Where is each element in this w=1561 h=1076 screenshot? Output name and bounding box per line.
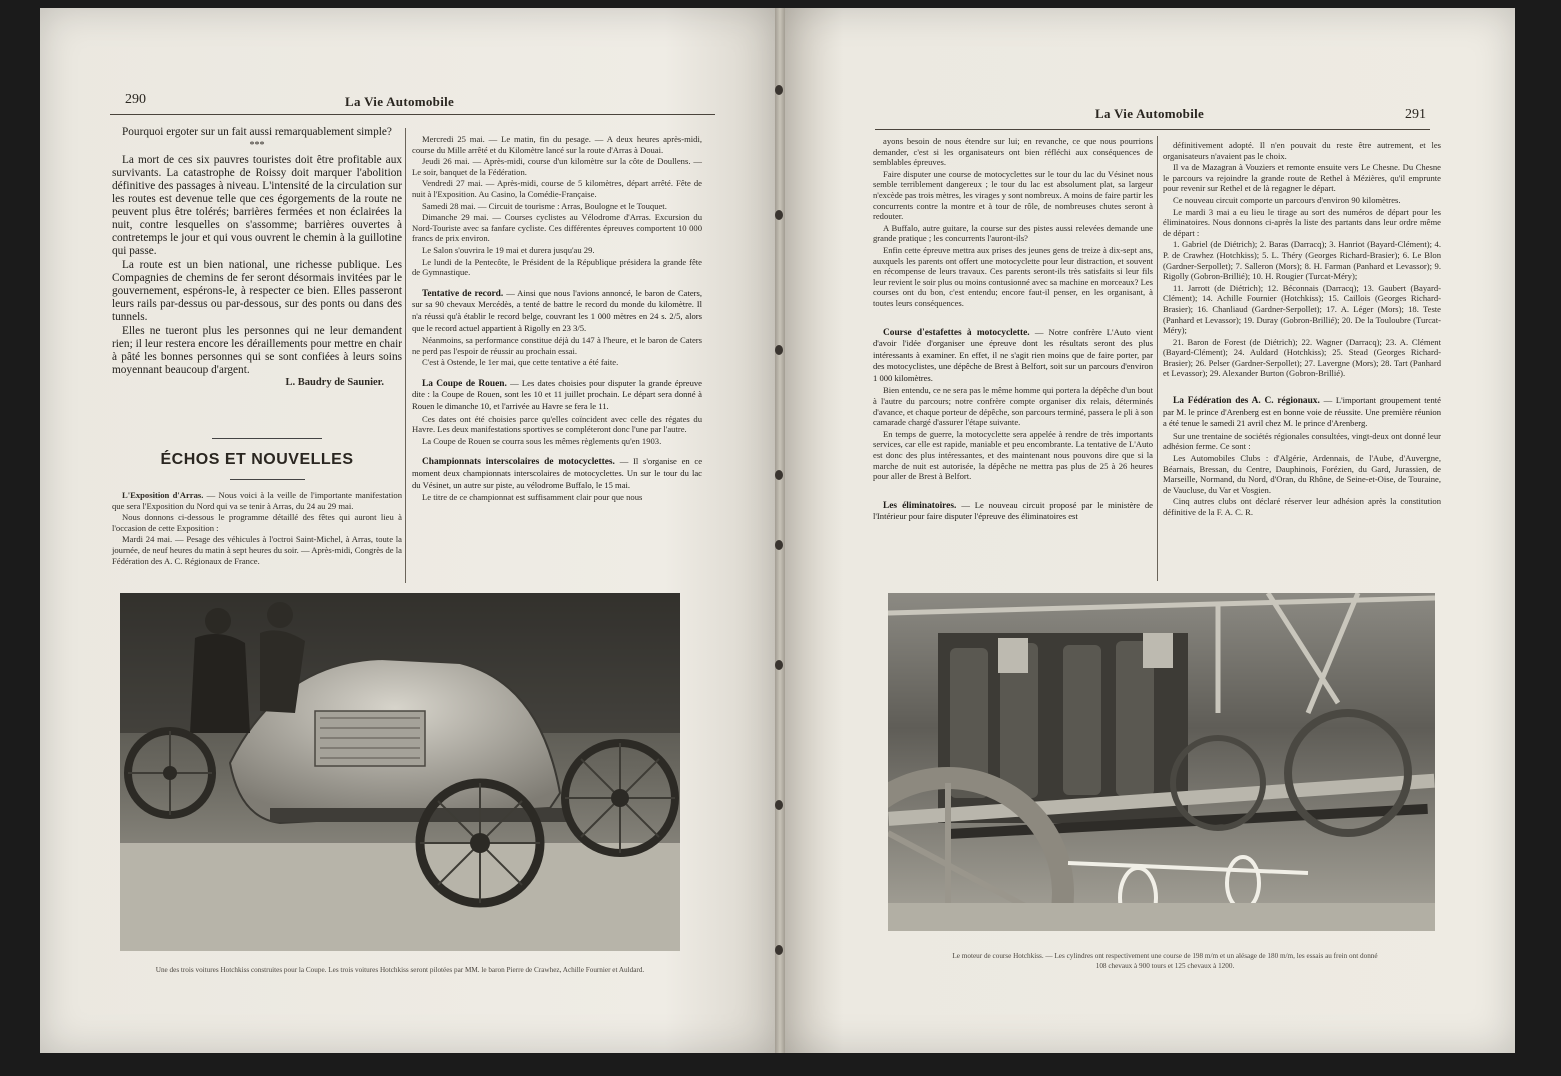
paragraph: Cinq autres clubs ont déclaré réserver leur adhésion après la constitution définitive de la F. A. C. R.: [1163, 496, 1441, 517]
paragraph: La Coupe de Rouen se courra sous les mêmes règlements qu'en 1903.: [422, 435, 662, 446]
news-heading: Championnats interscolaires de motocyclettes.: [422, 457, 615, 468]
paragraph: Enfin cette épreuve mettra aux prises des jeunes gens de treize à dix-sept ans, auxquels les parents ont offert une motocyclette pour leur distraction, et souvent en récompense de leurs travaux. Ces parents seront-ils très satisfaits si leur fils leur revient le soir plus ou moins contusionné avec sa machine en morceaux? Les courses ont du bon, c'est entendu; encore faut-il penser, en les organisant, à toutes leurs conséquences.: [873, 244, 1153, 308]
masthead: La Vie Automobile: [345, 94, 455, 109]
paragraph: Bien entendu, ce ne sera pas le même homme qui portera la dépêche d'un bout à l'autre du parcours; notre confrère compte organiser dix relais, déterminés d'avance, et chaque porteur de dépêche, son parcours terminé, passera le pli à son camarade chargé d'assurer l'étape suivante.: [873, 385, 1153, 428]
paragraph: En temps de guerre, la motocyclette sera appelée à rendre de très importants services, car elle est rapide, maniable et peu encombrante. La tentative de L'Auto est donc des plus intéressantes, et des maintenant nous pouvons dire que si la marche de nuit est autorisée, la dépêche ne mettra pas plus de 25 à 26 heures pour aller de Brest à Belfort.: [873, 428, 1153, 482]
news-text: — L'important groupement tenté par M. le prince d'Arenberg est en bonne voie de réussite. Une première réunion a été tenue le samedi 21 avril chez M. le prince d'Arenberg.: [1163, 395, 1441, 429]
paragraph: Mercredi 25 mai. — Le matin, fin du pesage. — A deux heures après-midi, course du Mille arrêté et du Kilomètre lancé sur la route d'Arras à Douai.: [412, 134, 702, 155]
paragraph: Le mardi 3 mai a eu lieu le tirage au sort des numéros de départ pour les éliminatoires. Nous donnons ci-après la liste des partants dans leur ordre même de départ :: [1163, 206, 1441, 238]
news-heading: Tentative de record.: [422, 288, 504, 299]
news-text: — Notre confrère L'Auto vient d'avoir l'idée d'organiser une épreuve dont les résultats seront des plus intéressants à examiner. En effet, il ne s'agit rien moins que de faire porter, par des motocyclistes, une dépêche de Brest à Belfort, soit sur un parcours d'environ 1 000 kilomètres.: [873, 326, 1154, 383]
left-page: [40, 8, 775, 1053]
photo-caption: 108 chevaux à 900 tours et 125 chevaux à 1200.: [1095, 962, 1235, 970]
paragraph: La mort de ces six pauvres touristes doit être profitable aux survivants. La catastrophe de Roissy doit marquer l'abolition définitive des passages à niveau. L'intensité de la circulation sur les routes est devenue telle que ces égorgements de la route ne peuvent plus être tolérés; barrières fermées et non éclairées la nuit, contre lesquelles on s'assomme; barrières ouvertes à contretemps le jour et qui vous ouvrent le chemin à la guillotine qui passe.: [112, 153, 402, 257]
section-rule: [230, 479, 305, 480]
paragraph: ayons besoin de nous étendre sur lui; en revanche, ce que nous pourrions demander, c'est si les organisateurs ont bien réfléchi aux conséquences de semblables épreuves.: [873, 136, 1153, 168]
left-col-1-news: [112, 490, 402, 567]
paragraph: Il va de Mazagran à Vouziers et remonte ensuite vers Le Chesne. Du Chesne le parcours va rejoindre la grande route de Rethel à Mézières, qu'il emprunte pour revenir sur Rethel et de là regagner le départ.: [1163, 162, 1441, 194]
news-text: — Nous voici à la veille de l'importante manifestation que sera l'Exposition du Nord qui va se tenir à Arras, du 24 au 29 mai.: [112, 490, 402, 511]
paragraph: 11. Jarrott (de Diétrich); 12. Béconnais (Darracq); 13. Gaubert (Bayard-Clément); 14. Achille Fournier (Hotchkiss); 15. Caillois (Georges Richard-Brasier); 16. Chanliaud (Gardner-Serpollet); 17. A. Léger (Mors); 18. Teste (Panhard et Levassor); 19. Duray (Gobron-Brillié); 20. De la Touloubre (Turcat-Méry);: [1163, 282, 1441, 336]
paragraph: Nous donnons ci-dessous le programme détaillé des fêtes qui auront lieu à l'occasion de cette Exposition :: [112, 512, 402, 533]
news-heading: La Fédération des A. C. régionaux.: [1173, 396, 1320, 407]
binding-stitch: [775, 540, 783, 550]
paragraph: Mardi 24 mai. — Pesage des véhicules à l'octroi Saint-Michel, à Arras, toute la journée, de neuf heures du matin à sept heures du soir. — Après-midi, Congrès de la Fédération des A. C. Régionaux de France.: [112, 534, 402, 566]
news-heading: La Coupe de Rouen.: [422, 378, 507, 389]
paragraph: Elles ne tueront plus les personnes qui ne leur demandent rien; il leur restera encore les déraillements pour mettre en chair à pâté les bonnes personnes qui se sont confiées à leurs soins moyennant beaucoup d'argent.: [112, 324, 402, 376]
paragraph: Vendredi 27 mai. — Après-midi, course de 5 kilomètres, départ arrêté. Fête de nuit à l'Exposition. Au Casino, la Comédie-Française.: [412, 178, 702, 199]
paragraph: Les Automobiles Clubs : d'Algérie, Ardennais, de l'Aube, d'Auvergne, Béarnais, Bressan, du Centre, Dauphinois, Forézien, du Gard, Jurassien, de Marseille, Normand, du Nord, d'Oran, du Rhône, de Seine-et-Oise, de Touraine, de Vaucluse, du Var et Vosgien.: [1163, 453, 1441, 495]
paragraph: A Buffalo, autre guitare, la course sur des pistes aussi relevées demande une grande pratique ; les concurrents l'auront-ils?: [873, 222, 1153, 244]
paragraph: définitivement adopté. Il n'en pouvait du reste être autrement, et les organisateurs n'avaient pas le choix.: [1163, 140, 1441, 161]
paragraph: Le Salon s'ouvrira le 19 mai et durera jusqu'au 29.: [422, 244, 595, 255]
news-text: — Ainsi que nous l'avions annoncé, le baron de Caters, sur sa 90 chevaux Mercédès, a tenté de battre le record du monde du kilomètre. Il n'a réussi qu'à établir le record belge, couvrant les 1 000 mètres en 24 s. 2/5, alors que le record actuel appartient à Rigolly en 23 3/5.: [412, 287, 702, 333]
paragraph: 1. Gabriel (de Diétrich); 2. Baras (Darracq); 3. Hanriot (Bayard-Clément); 4. P. de Crawhez (Hotchkiss); 5. L. Théry (Georges Richard-Brasier); 6. Le Blon (Gardner-Serpollet); 7. Salleron (Mors); 8. H. Farman (Panhard et Levassor); 9. Rigolly (Gobron-Brillié); 10. H. Rougier (Turcat-Méry);: [1163, 239, 1441, 282]
photo-caption: Le moteur de course Hotchkiss. — Les cylindres ont respectivement une course de 198 m/m et un alésage de 180 m/m, les essais au frein ont donné: [952, 952, 1378, 960]
paragraph: Faire disputer une course de motocyclettes sur le tour du lac du Vésinet nous semble terriblement dangereux ; le tour du lac est absolument plat, sa largeur n'excède pas trois mètres, les virages y sont nombreux. A moins de faire partir les concurrents contre la montre et à tour de rôle, de nombreuses chutes seront à redouter.: [873, 168, 1153, 222]
section-title: ÉCHOS ET NOUVELLES: [160, 451, 354, 468]
news-heading: Course d'estafettes à motocyclette.: [883, 327, 1030, 338]
paragraph: Ce nouveau circuit comporte un parcours d'environ 90 kilomètres.: [1173, 194, 1401, 205]
binding-stitch: [775, 470, 783, 480]
page-number: 290: [125, 92, 146, 107]
binding-stitch: [775, 210, 783, 220]
section-rule: [212, 438, 322, 439]
header-rule: [875, 129, 1430, 130]
photo-caption: Une des trois voitures Hotchkiss construites pour la Coupe. Les trois voitures Hotchkiss seront pilotées par MM. le baron Pierre de Crawhez, Achille Fournier et Auldard.: [155, 966, 645, 974]
race-car-photo: [120, 593, 680, 951]
binding-stitch: [775, 800, 783, 810]
masthead: La Vie Automobile: [1095, 106, 1205, 121]
section-stars: ***: [249, 140, 265, 151]
right-page: [785, 8, 1515, 1053]
left-col-2: [412, 134, 702, 504]
news-text: — Les dates choisies pour disputer la grande épreuve dite : la Coupe de Rouen, sont les 10 et 11 juillet prochain. Le départ sera donné à Rouen le dimanche 10, et l'arrivée au Havre se fera le 11.: [412, 377, 702, 412]
news-text: — Le nouveau circuit proposé par le ministère de l'Intérieur pour faire disputer l'épreuve des éliminatoires est: [873, 499, 1153, 522]
binding-stitch: [775, 345, 783, 355]
news-heading: L'Exposition d'Arras.: [122, 490, 204, 500]
header-rule: [110, 114, 715, 115]
paragraph: Sur une trentaine de sociétés régionales consultées, vingt-deux ont donné leur adhésion ferme. Ce sont :: [1163, 430, 1441, 452]
paragraph: Jeudi 26 mai. — Après-midi, course d'un kilomètre sur la côte de Doullens. — Le soir, banquet de la Fédération.: [412, 156, 702, 177]
paragraph: Néanmoins, sa performance constitue déjà du 147 à l'heure, et le baron de Caters ne perd pas l'espoir de réussir au prochain essai.: [412, 335, 702, 356]
engine-photo: [888, 593, 1435, 931]
paragraph: Samedi 28 mai. — Circuit de tourisme : Arras, Boulogne et le Touquet.: [422, 200, 667, 211]
paragraph: Le lundi de la Pentecôte, le Président de la République présidera la grande fête de Gymnastique.: [412, 256, 702, 278]
binding-stitch: [775, 660, 783, 670]
paragraph: 21. Baron de Forest (de Diétrich); 22. Wagner (Darracq); 23. A. Clément (Bayard-Clément); 24. Auldard (Hotchkiss); 25. Stead (Georges Richard-Brasier); 26. Pelser (Gardner-Serpollet); 27. Lavergne (Mors); 28. Tart (Panhard et Levassor); 29. Alexander Burton (Gobron-Brillié).: [1163, 336, 1441, 379]
paragraph: Le titre de ce championnat est suffisamment clair pour que nous: [422, 492, 643, 503]
left-col-1: [112, 126, 402, 388]
paragraph: Pourquoi ergoter sur un fait aussi remarquablement simple?: [122, 126, 392, 138]
right-col-1: [873, 136, 1153, 524]
paragraph: C'est à Ostende, le 1er mai, que cette tentative a été faite.: [422, 357, 619, 368]
news-heading: Les éliminatoires.: [883, 500, 957, 511]
paragraph: La route est un bien national, une richesse publique. Les Compagnies de chemins de fer seront désormais invitées par le gouvernement, espérons-le, à respecter ce bien. Elles passeront leurs rails par-dessus ou par-dessous, sur des ponts ou dans des tunnels.: [112, 258, 402, 323]
author-signature: L. Baudry de Saunier.: [285, 376, 384, 388]
column-divider: [405, 128, 406, 583]
binding-stitch: [775, 945, 783, 955]
page-number: 291: [1405, 107, 1426, 122]
binding-stitch: [775, 85, 783, 95]
column-divider: [1157, 136, 1158, 581]
right-col-2: [1163, 140, 1441, 519]
paragraph: Ces dates ont été choisies parce qu'elles coïncident avec celle des régates du Havre. Les deux manifestations sportives se compléteront donc l'une par l'autre.: [412, 413, 702, 435]
news-text: — Il s'organise en ce moment deux championnats interscolaires de motocyclettes. Un sur le tour du lac du Vésinet, un autre sur piste, au vélodrome Buffalo, le 15 mai.: [412, 456, 703, 490]
paragraph: Dimanche 29 mai. — Courses cyclistes au Vélodrome d'Arras. Excursion du Nord-Touriste avec sa fanfare cycliste. Ces différentes épreuves comportent 10 000 francs de prix environ.: [412, 212, 702, 244]
